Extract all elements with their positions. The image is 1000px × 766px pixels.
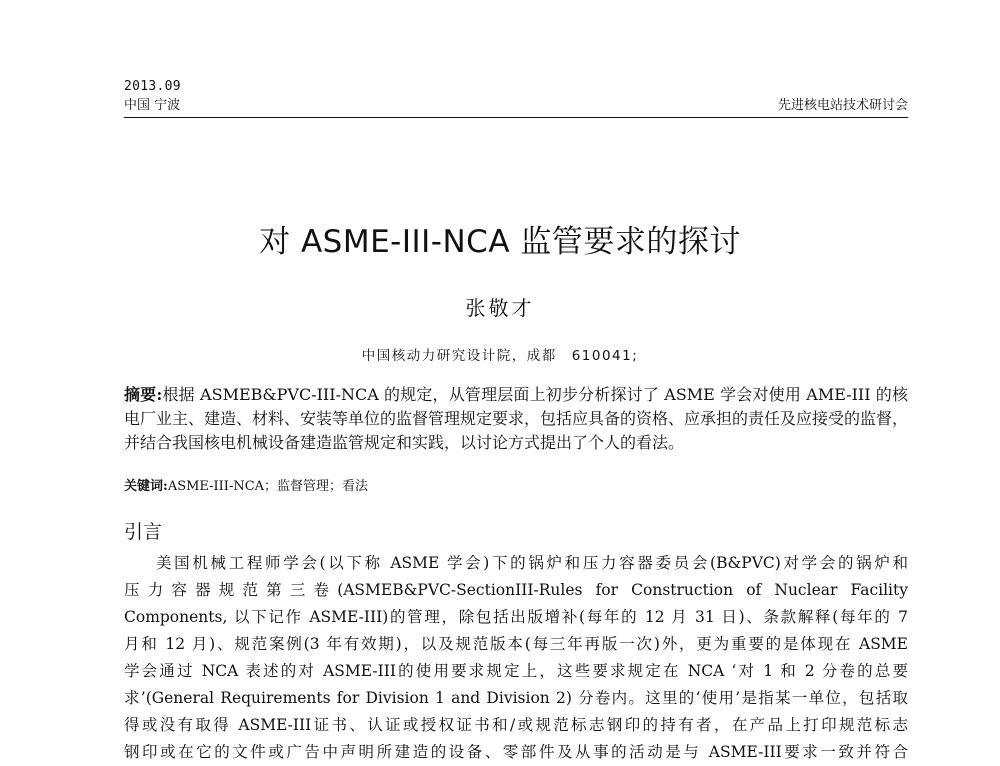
body-line: 得或没有取得 ASME-III证书、认证或授权证书和/或规范标志钢印的持有者，在产品上打印规范标志 bbox=[124, 716, 908, 734]
keywords bbox=[124, 477, 908, 497]
section-body bbox=[124, 550, 908, 766]
paper-title: 对 ASME-III-NCA 监管要求的探讨 bbox=[259, 224, 741, 260]
keywords-label: 关键词: bbox=[124, 479, 168, 494]
header-rule bbox=[124, 117, 908, 118]
body-line: 学会通过 NCA 表述的对 ASME-III的使用要求规定上，这些要求规定在 NCA ‘对 1 和 2 分卷的总要 bbox=[124, 662, 908, 680]
body-line: Components, 以下记作 ASME-III)的管理，除包括出版增补(每年的 12 月 31 日)、条款解释(每年的 7 bbox=[124, 608, 908, 626]
paper-author: 张敬才 bbox=[465, 296, 535, 320]
body-line: 月和 12 月)、规范案例(3 年有效期)，以及规范版本(每三年再版一次)外，更为重要的是体现在 ASME bbox=[124, 635, 908, 653]
abstract-label: 摘要: bbox=[124, 385, 163, 404]
body-line: 美国机械工程师学会(以下称 ASME 学会)下的锅炉和压力容器委员会(B&PVC)对学会的锅炉和 bbox=[156, 554, 908, 572]
header-location: 中国 宁波 bbox=[124, 98, 181, 113]
abstract-text: 根据 ASMEB&PVC-III-NCA 的规定，从管理层面上初步分析探讨了 ASME 学会对使用 AME-III 的核电厂业主、建造、材料、安装等单位的监督管理规定要求，包括应具备的资格、应承担的责任及应接受的监督，并结合我国核电机械设备建造监管规定和实践，以讨论方式提出了个人的看法。 bbox=[124, 385, 909, 452]
header-date: 2013.09 bbox=[124, 79, 181, 94]
body-line: 钢印或在它的文件或广告中声明所建造的设备、零部件及从事的活动是与 ASME-III要求一致并符合 bbox=[124, 743, 908, 761]
abstract bbox=[124, 383, 908, 455]
body-line: 求’(General Requirements for Division 1 and Division 2) 分卷内。这里的‘使用’是指某一单位，包括取 bbox=[124, 689, 908, 707]
body-line: 压力容器规范第三卷(ASMEB&PVC-SectionIII-Rules for Construction of Nuclear Facility bbox=[124, 581, 908, 599]
header-conference: 先进核电站技术研讨会 bbox=[777, 98, 908, 113]
section-title: 引言 bbox=[124, 521, 163, 543]
paper-affiliation: 中国核动力研究设计院，成都 610041; bbox=[361, 348, 639, 364]
keywords-text: ASME-III-NCA；监督管理；看法 bbox=[167, 479, 369, 494]
